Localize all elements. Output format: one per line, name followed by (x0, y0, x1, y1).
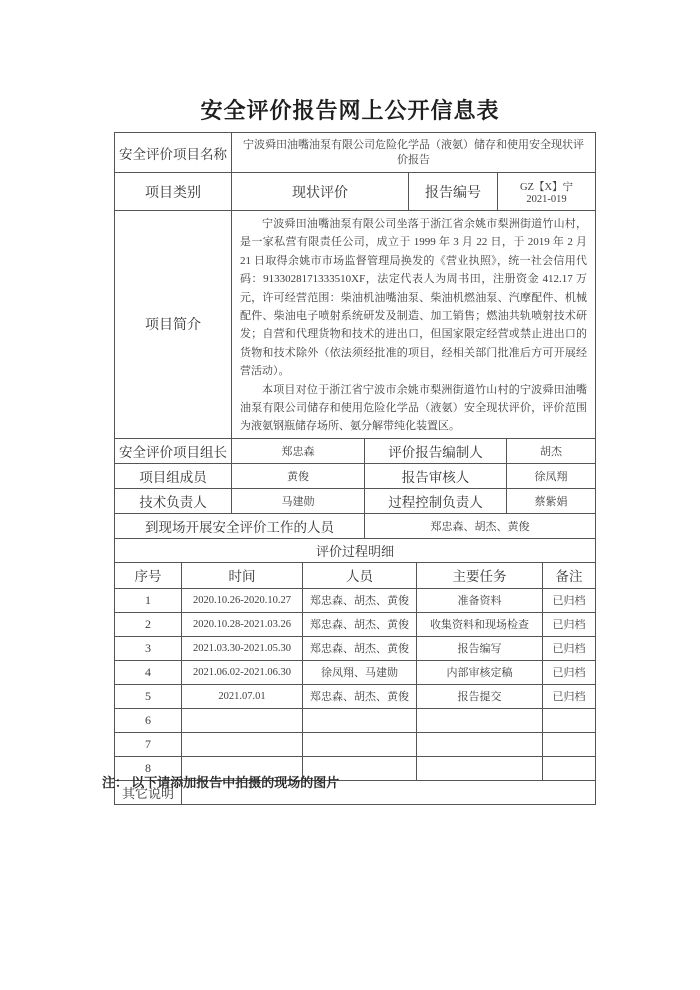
process-row (115, 588, 596, 612)
process-cell-task (417, 732, 543, 756)
process-cell-seq: 1 (115, 588, 182, 612)
intro-paragraph-2: 本项目对位于浙江省宁波市余姚市梨洲街道竹山村的宁波舜田油嘴油泵有限公司储存和使用危险化学品（液氨）安全现状评价，评价范围为液氨钢瓶储存场所、氨分解带纯化装置区。 (240, 383, 588, 433)
category-value-cell: 现状评价 (232, 173, 409, 211)
other-notes-label-cell: 其它说明 (115, 780, 182, 804)
process-cell-remark: 已归档 (543, 636, 596, 660)
process-header-row (115, 562, 596, 588)
intro-row (115, 211, 596, 439)
intro-value-cell (232, 211, 596, 439)
team-leader-value-cell: 郑忠森 (232, 438, 365, 463)
process-cell-personnel: 郑忠森、胡杰、黄俊 (303, 684, 417, 708)
process-cell-time (182, 732, 303, 756)
personnel-table (114, 438, 596, 539)
process-cell-remark (543, 756, 596, 780)
header-personnel: 人员 (303, 562, 417, 588)
team-member-value-cell: 黄俊 (232, 463, 365, 488)
report-writer-value-cell: 胡杰 (507, 438, 596, 463)
process-cell-remark: 已归档 (543, 660, 596, 684)
category-label-cell: 项目类别 (115, 173, 232, 211)
process-cell-remark: 已归档 (543, 684, 596, 708)
process-cell-remark (543, 732, 596, 756)
process-row (115, 636, 596, 660)
process-cell-time (182, 708, 303, 732)
form-table-wrap (114, 132, 596, 805)
report-reviewer-label-cell: 报告审核人 (365, 463, 507, 488)
process-cell-task: 报告提交 (417, 684, 543, 708)
team-member-label-cell: 项目组成员 (115, 463, 232, 488)
tech-lead-value-cell: 马建勋 (232, 488, 365, 513)
document-title: 安全评价报告网上公开信息表 (200, 98, 500, 123)
process-section-title-cell: 评价过程明细 (115, 538, 596, 562)
process-row (115, 660, 596, 684)
process-cell-remark: 已归档 (543, 588, 596, 612)
process-cell-seq: 2 (115, 612, 182, 636)
process-cell-personnel: 郑忠森、胡杰、黄俊 (303, 588, 417, 612)
report-reviewer-value-cell: 徐凤翔 (507, 463, 596, 488)
process-cell-personnel (303, 708, 417, 732)
process-cell-remark (543, 708, 596, 732)
process-section-title-row (115, 538, 596, 562)
process-cell-time: 2021.07.01 (182, 684, 303, 708)
team-leader-label-cell: 安全评价项目组长 (115, 438, 232, 463)
intro-label-cell: 项目简介 (115, 211, 232, 439)
project-name-row (115, 133, 596, 173)
process-table (114, 538, 596, 805)
process-cell-time: 2021.03.30-2021.05.30 (182, 636, 303, 660)
process-cell-task: 收集资料和现场检查 (417, 612, 543, 636)
process-cell-personnel: 郑忠森、胡杰、黄俊 (303, 612, 417, 636)
tech-lead-label-cell: 技术负责人 (115, 488, 232, 513)
header-time: 时间 (182, 562, 303, 588)
project-name-label-cell: 安全评价项目名称 (115, 133, 232, 173)
process-cell-personnel (303, 732, 417, 756)
header-task: 主要任务 (417, 562, 543, 588)
process-cell-seq: 4 (115, 660, 182, 684)
personnel-row (115, 463, 596, 488)
process-cell-seq: 8 (115, 756, 182, 780)
report-no-label-cell: 报告编号 (409, 173, 498, 211)
category-row (115, 173, 596, 211)
process-cell-seq: 5 (115, 684, 182, 708)
process-cell-task: 报告编写 (417, 636, 543, 660)
header-seq: 序号 (115, 562, 182, 588)
report-no-line1: GZ【X】宁 (519, 181, 574, 193)
process-control-value-cell: 蔡紫娟 (507, 488, 596, 513)
footer-note: 注： 以下请添加报告中拍摄的现场的图片 (102, 775, 340, 790)
process-cell-task: 准备资料 (417, 588, 543, 612)
site-personnel-row (115, 513, 596, 538)
process-row (115, 612, 596, 636)
project-name-value-cell: 宁波舜田油嘴油泵有限公司危险化学品（液氨）储存和使用安全现状评价报告 (232, 133, 596, 173)
personnel-row (115, 438, 596, 463)
process-cell-seq: 6 (115, 708, 182, 732)
process-cell-task: 内部审核定稿 (417, 660, 543, 684)
process-row (115, 708, 596, 732)
site-personnel-label-cell: 到现场开展安全评价工作的人员 (115, 513, 365, 538)
report-writer-label-cell: 评价报告编制人 (365, 438, 507, 463)
intro-paragraph-1: 宁波舜田油嘴油泵有限公司坐落于浙江省余姚市梨洲街道竹山村，是一家私营有限责任公司，成立于 1999 年 3 月 22 日，于 2019 年 2 月 21 日取得余姚市市场监督管理局换发的《营业执照》，统一社会信用代码：9133028171333510XF，法定代表人为周书田，注册资金 412.17 万元，许可经营范围：柴油机油嘴油泵、柴油机燃油泵、汽摩配件、机械配件、柴油电子喷射系统研发及制造、加工销售；燃油共轨喷射技术研发；自营和代理货物和技术的进出口，但国家限定经营或禁止进出口的货物和技术除外（依法须经批准的项目，经相关部门批准后方可开展经营活动）。 (240, 218, 588, 378)
process-cell-time: 2020.10.28-2021.03.26 (182, 612, 303, 636)
report-no-line2: 2021-019 (526, 193, 567, 205)
process-row (115, 684, 596, 708)
process-cell-personnel: 郑忠森、胡杰、黄俊 (303, 636, 417, 660)
process-cell-remark: 已归档 (543, 612, 596, 636)
info-table (114, 132, 596, 439)
process-control-label-cell: 过程控制负责人 (365, 488, 507, 513)
process-cell-seq: 7 (115, 732, 182, 756)
personnel-row (115, 488, 596, 513)
process-cell-seq: 3 (115, 636, 182, 660)
process-row (115, 732, 596, 756)
site-personnel-value-cell: 郑忠森、胡杰、黄俊 (365, 513, 596, 538)
process-cell-time: 2020.10.26-2020.10.27 (182, 588, 303, 612)
process-cell-task (417, 756, 543, 780)
header-remark: 备注 (543, 562, 596, 588)
process-cell-time: 2021.06.02-2021.06.30 (182, 660, 303, 684)
report-no-value-cell (498, 173, 596, 211)
process-cell-task (417, 708, 543, 732)
process-cell-personnel: 徐凤翔、马建勋 (303, 660, 417, 684)
